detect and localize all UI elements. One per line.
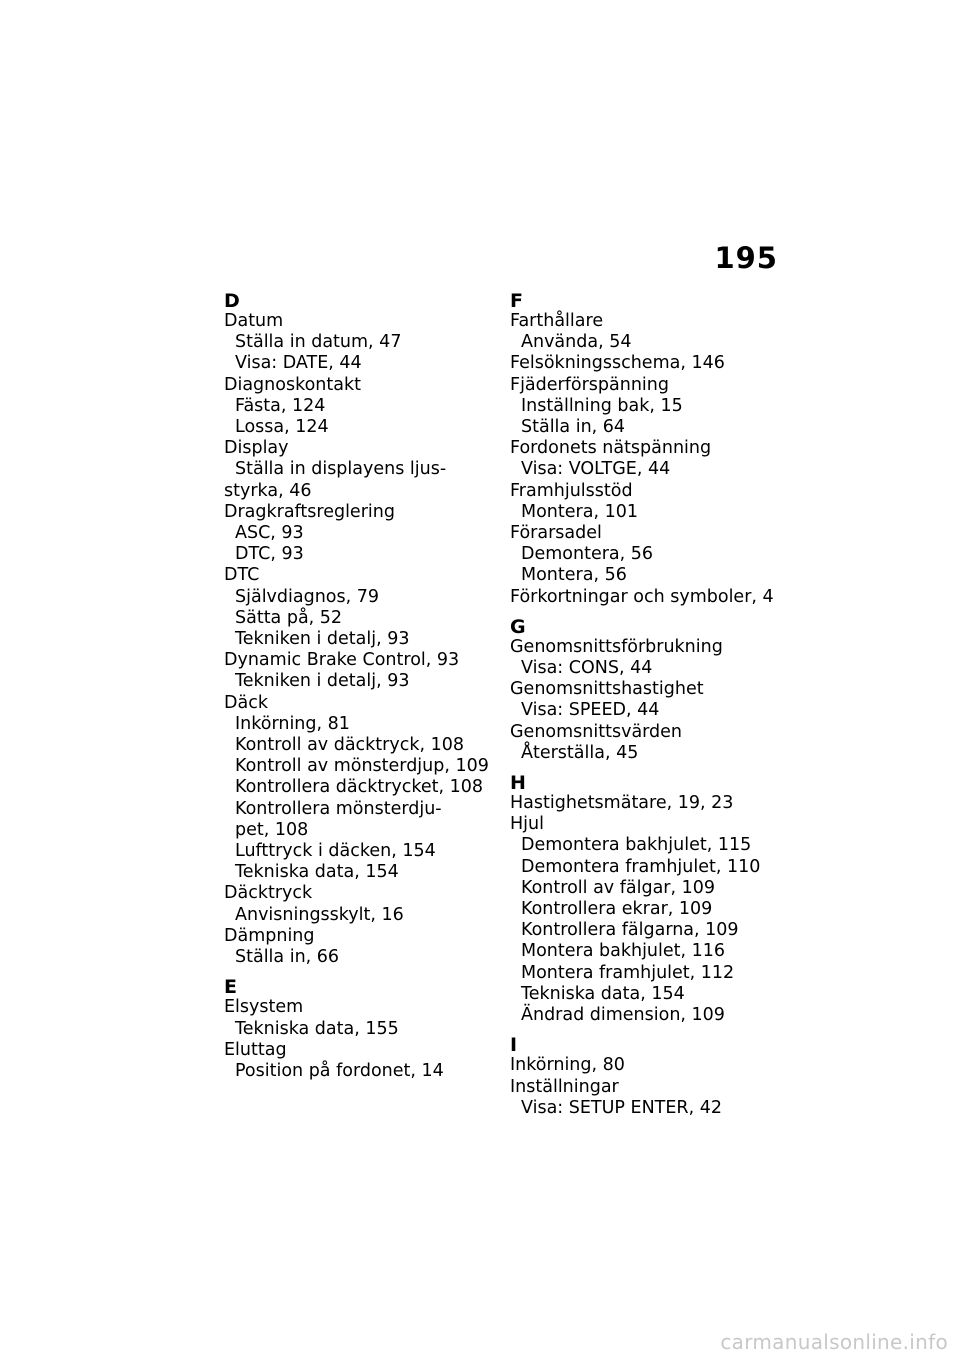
index-subentry: pet, 108 xyxy=(235,819,309,840)
index-subentry: Ställa in datum, 47 xyxy=(235,332,402,353)
index-subentry: Position på fordonet, 14 xyxy=(235,1060,444,1081)
page-number: 195 xyxy=(714,241,778,275)
index-entry: Fordonets nätspänning xyxy=(510,438,712,459)
index-subentry: Kontroll av mönsterdjup, 109 xyxy=(235,756,489,777)
index-subentry: Visa: VOLTGE, 44 xyxy=(521,459,671,480)
index-entry: Förarsadel xyxy=(510,523,602,544)
index-subentry: Montera, 101 xyxy=(521,501,638,522)
index-entry: Eluttag xyxy=(224,1039,287,1060)
index-subentry: Kontrollera däcktrycket, 108 xyxy=(235,777,484,798)
watermark-footer: carmanualsonline.info xyxy=(720,1330,948,1354)
index-entry: Felsökningsschema, 146 xyxy=(510,353,725,374)
index-entry: Farthållare xyxy=(510,311,604,331)
index-entry: Genomsnittsvärden xyxy=(510,721,683,742)
index-subentry: DTC, 93 xyxy=(235,544,304,565)
index-subentry: Ställa in, 66 xyxy=(235,947,340,968)
index-entry: DTC xyxy=(224,565,260,586)
index-subentry: Demontera framhjulet, 110 xyxy=(521,856,761,877)
index-entry: Inkörning, 80 xyxy=(510,1055,625,1076)
index-subentry: Ändrad dimension, 109 xyxy=(521,1005,725,1026)
index-entry: Framhjulsstöd xyxy=(510,480,633,501)
index-entry: Diagnoskontakt xyxy=(224,374,361,395)
index-subentry: Tekniska data, 154 xyxy=(521,983,685,1004)
index-subentry: Tekniska data, 154 xyxy=(235,862,399,883)
index-entry: Förkortningar och symboler, 4 xyxy=(510,586,774,607)
index-subentry: Montera, 56 xyxy=(521,565,627,586)
index-entry: Däcktryck xyxy=(224,883,313,904)
index-entry: Datum xyxy=(224,311,284,331)
index-entry: Däck xyxy=(224,692,268,713)
index-subentry: Anvisningsskylt, 16 xyxy=(235,904,404,925)
index-subentry: Visa: DATE, 44 xyxy=(235,353,362,374)
index-entry: Elsystem xyxy=(224,997,304,1018)
index-subentry: Montera framhjulet, 112 xyxy=(521,962,735,983)
index-subentry: Inkörning, 81 xyxy=(235,713,350,734)
index-column-right xyxy=(510,290,785,1119)
index-subentry: Ställa in displayens ljus- xyxy=(235,459,447,480)
index-subentry: Kontrollera mönsterdju- xyxy=(235,798,442,819)
index-subentry: Kontrollera ekrar, 109 xyxy=(521,899,713,920)
index-subentry: Tekniken i detalj, 93 xyxy=(235,629,410,650)
index-letter-heading: I xyxy=(510,1034,518,1057)
index-entry: Dämpning xyxy=(224,925,315,946)
index-subentry: Lufttryck i däcken, 154 xyxy=(235,841,436,862)
index-subentry: ASC, 93 xyxy=(235,523,304,544)
index-subentry: Visa: SPEED, 44 xyxy=(521,700,660,721)
index-entry: styrka, 46 xyxy=(224,480,312,501)
index-subentry: Visa: CONS, 44 xyxy=(521,658,653,679)
index-column-left xyxy=(224,290,499,1082)
index-subentry: Tekniska data, 155 xyxy=(235,1018,399,1039)
index-subentry: Demontera bakhjulet, 115 xyxy=(521,835,752,856)
index-entry: Fjäderförspänning xyxy=(510,374,669,395)
index-subentry: Återställa, 45 xyxy=(521,742,639,763)
index-letter-heading: G xyxy=(510,615,526,638)
index-subentry: Tekniken i detalj, 93 xyxy=(235,671,410,692)
index-subentry: Kontroll av fälgar, 109 xyxy=(521,877,716,898)
index-entry: Genomsnittshastighet xyxy=(510,679,704,700)
index-entry: Inställningar xyxy=(510,1076,619,1097)
index-subentry: Kontroll av däcktryck, 108 xyxy=(235,735,464,756)
index-subentry: Montera bakhjulet, 116 xyxy=(521,941,726,962)
index-letter-heading: H xyxy=(510,772,526,795)
index-entry: Hastighetsmätare, 19, 23 xyxy=(510,793,734,814)
index-letter-heading: D xyxy=(224,290,240,312)
index-subentry: Demontera, 56 xyxy=(521,544,654,565)
index-subentry: Lossa, 124 xyxy=(235,417,329,438)
index-entry: Hjul xyxy=(510,814,544,835)
index-subentry: Fästa, 124 xyxy=(235,395,326,416)
index-subentry: Visa: SETUP ENTER, 42 xyxy=(521,1097,722,1118)
index-subentry: Självdiagnos, 79 xyxy=(235,586,380,607)
index-letter-heading: F xyxy=(510,290,523,312)
index-subentry: Sätta på, 52 xyxy=(235,607,343,628)
index-subentry: Inställning bak, 15 xyxy=(521,395,683,416)
index-entry: Display xyxy=(224,438,289,459)
index-entry: Dragkraftsreglering xyxy=(224,501,395,522)
index-subentry: Ställa in, 64 xyxy=(521,417,626,438)
index-entry: Dynamic Brake Control, 93 xyxy=(224,650,460,671)
index-entry: Genomsnittsförbrukning xyxy=(510,636,723,657)
index-subentry: Kontrollera fälgarna, 109 xyxy=(521,920,739,941)
index-letter-heading: E xyxy=(224,976,237,999)
index-subentry: Använda, 54 xyxy=(521,332,632,353)
